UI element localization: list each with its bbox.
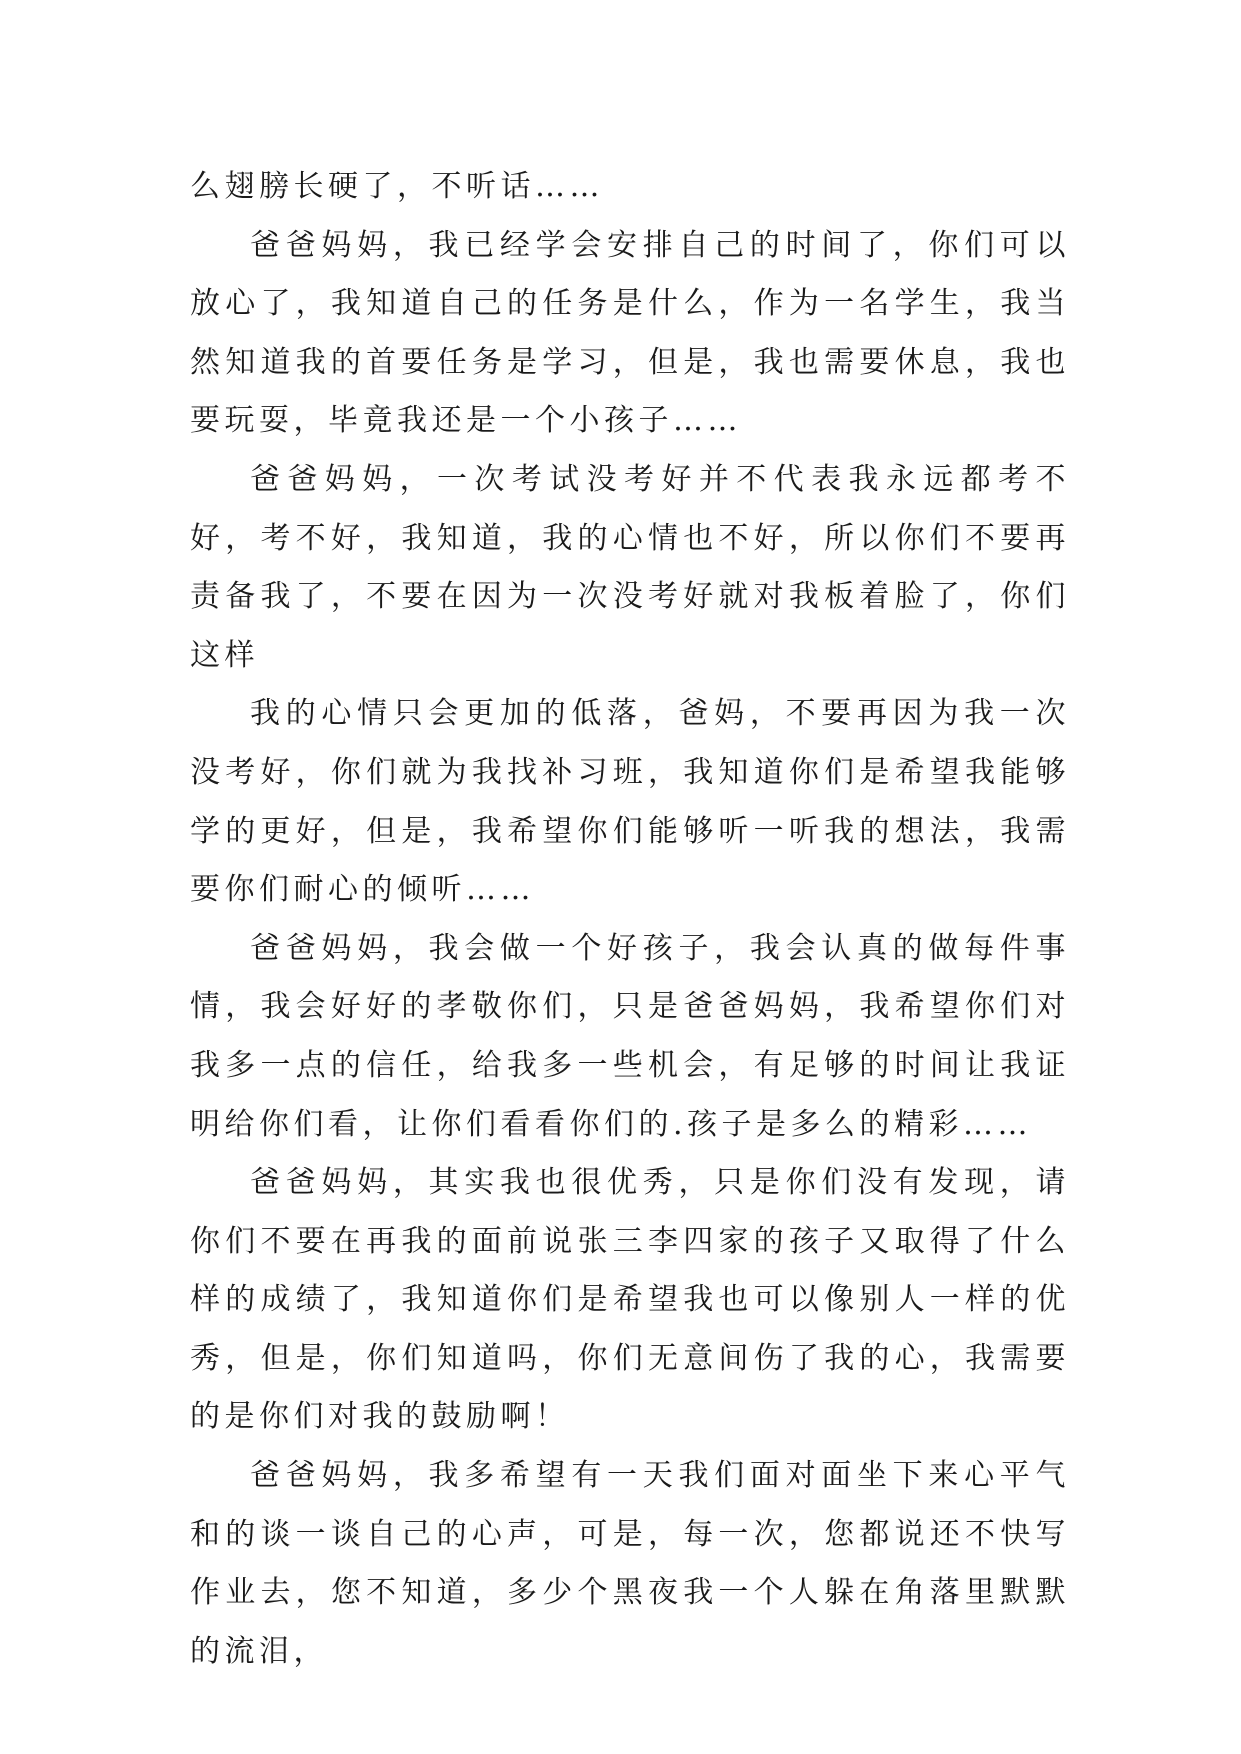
paragraph-1: 么翅膀长硬了，不听话…… bbox=[190, 169, 604, 204]
paragraph-4: 我的心情只会更加的低落，爸妈，不要再因为我一次没考好，你们就为我找补习班，我知道你们是希望我能够学的更好，但是，我希望你们能够听一听我的想法，我需要你们耐心的倾听…… bbox=[190, 696, 1070, 908]
paragraph-6: 爸爸妈妈，其实我也很优秀，只是你们没有发现，请你们不要在再我的面前说张三李四家的孩子又取得了什么样的成绩了，我知道你们是希望我也可以像别人一样的优秀，但是，你们知道吗，你们无意间伤了我的心，我需要的是你们对我的鼓励啊！ bbox=[190, 1165, 1070, 1435]
paragraph-3: 爸爸妈妈，一次考试没考好并不代表我永远都考不好，考不好，我知道，我的心情也不好，所以你们不要再责备我了，不要在因为一次没考好就对我板着脸了，你们这样 bbox=[190, 461, 1070, 673]
paragraph-5: 爸爸妈妈，我会做一个好孩子，我会认真的做每件事情，我会好好的孝敬你们，只是爸爸妈妈，我希望你们对我多一点的信任，给我多一些机会，有足够的时间让我证明给你们看，让你们看看你们的.孩子是多么的精彩…… bbox=[190, 930, 1070, 1142]
paragraph-2: 爸爸妈妈，我已经学会安排自己的时间了，你们可以放心了，我知道自己的任务是什么，作为一名学生，我当然知道我的首要任务是学习，但是，我也需要休息，我也要玩耍，毕竟我还是一个小孩子…… bbox=[190, 227, 1070, 439]
paragraph-7: 爸爸妈妈，我多希望有一天我们面对面坐下来心平气和的谈一谈自己的心声，可是，每一次，您都说还不快写作业去，您不知道，多少个黑夜我一个人躲在角落里默默的流泪， bbox=[190, 1458, 1070, 1669]
document-body bbox=[190, 158, 1070, 1681]
